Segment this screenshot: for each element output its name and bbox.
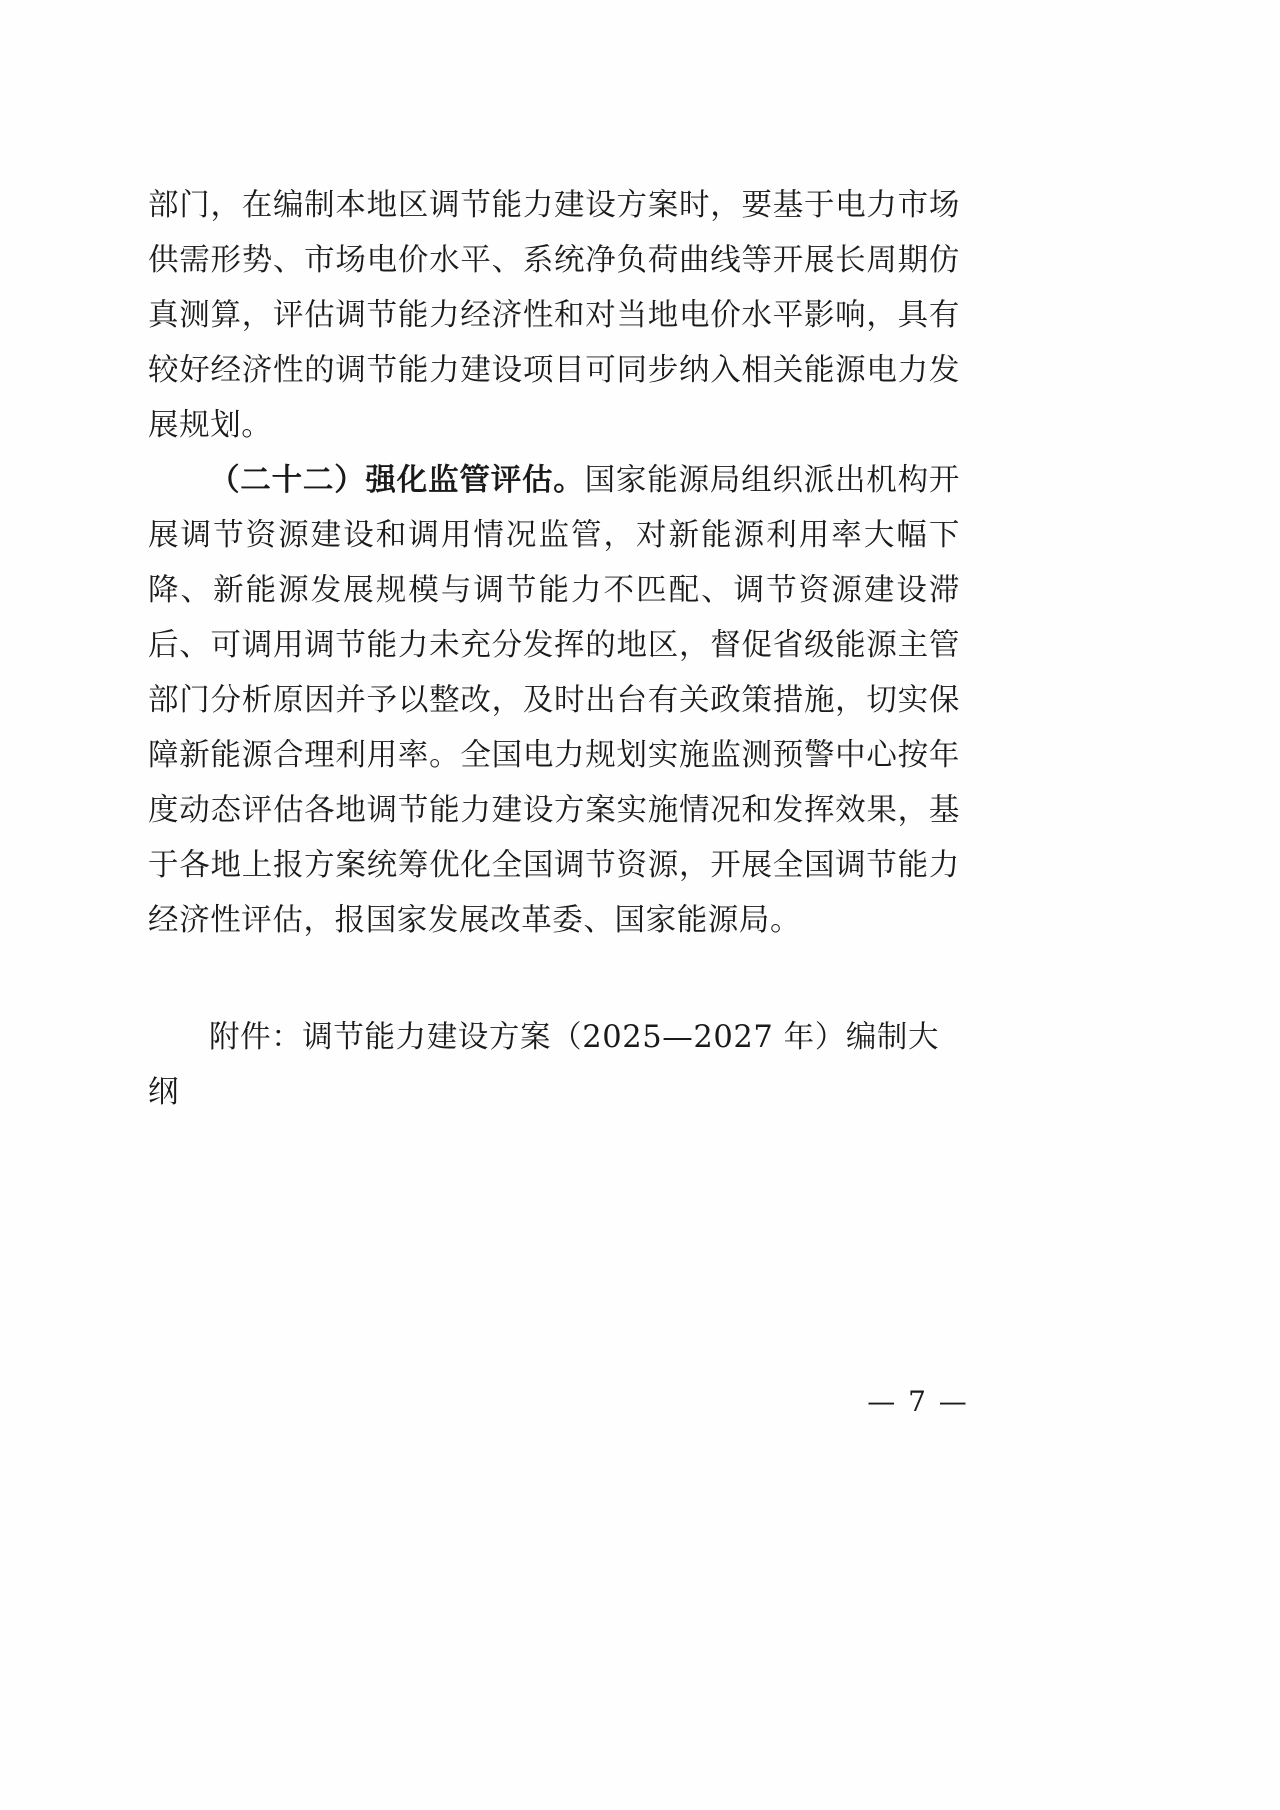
page-number — [0, 1385, 1280, 1418]
document-body — [148, 178, 960, 1151]
paragraph-item-22 — [148, 453, 960, 948]
paragraph-item-22-heading: （二十二）强化监管评估。 — [209, 462, 585, 498]
paragraph-item-22-body: 国家能源局组织派出机构开展调节资源建设和调用情况监管，对新能源利用率大幅下降、新能源发展规模与调节能力不匹配、调节资源建设滞后、可调用调节能力未充分发挥的地区，督促省级能源主管部门分析原因并予以整改，及时出台有关政策措施，切实保障新能源合理利用率。全国电力规划实施监测预警中心按年度动态评估各地调节能力建设方案实施情况和发挥效果，基于各地上报方案统筹优化全国调节资源，开展全国调节能力经济性评估，报国家发展改革委、国家能源局。 — [148, 463, 961, 938]
attachment-line: 附件：调节能力建设方案（2025—2027 年）编制大纲 — [148, 1020, 940, 1110]
paragraph-continuation: 部门，在编制本地区调节能力建设方案时，要基于电力市场供需形势、市场电价水平、系统净负荷曲线等开展长周期仿真测算，评估调节能力经济性和对当地电价水平影响，具有较好经济性的调节能力建设项目可同步纳入相关能源电力发展规划。 — [148, 188, 960, 443]
page-number-value: — 7 — — [867, 1385, 969, 1418]
